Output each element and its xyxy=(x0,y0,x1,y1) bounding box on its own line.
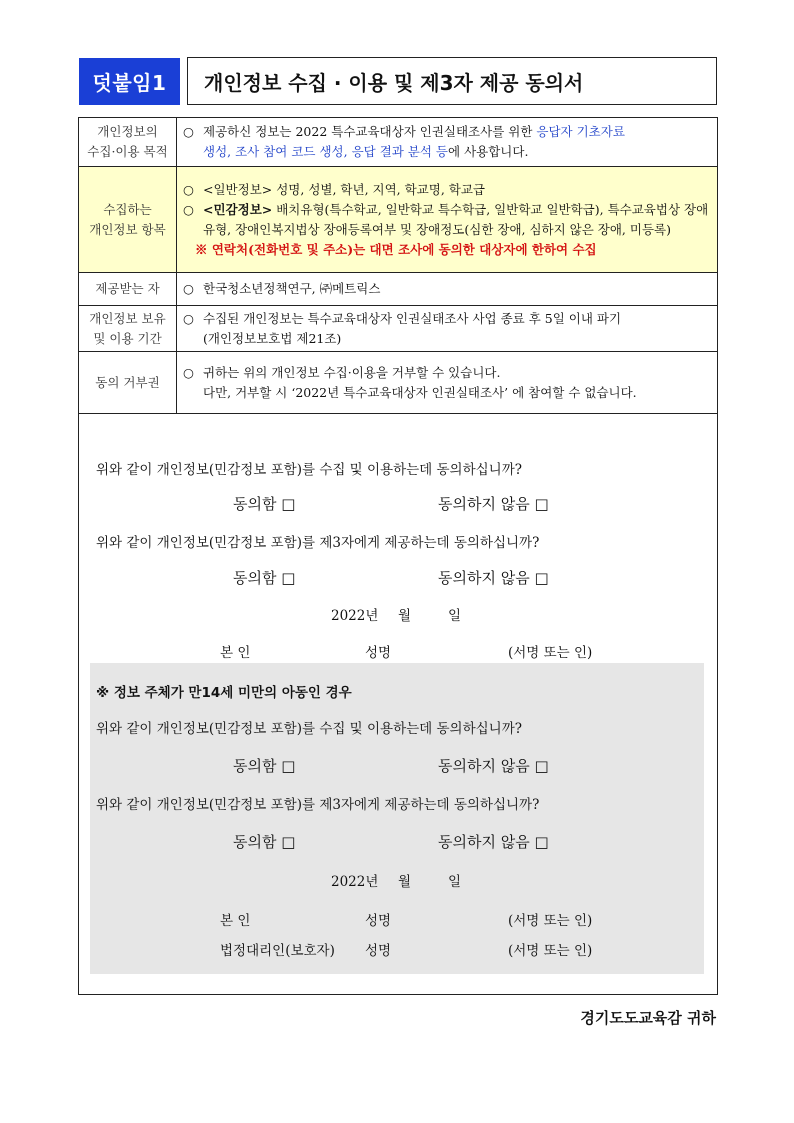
recipient-label: 제공받는 자 xyxy=(79,273,177,306)
bullet: ○ xyxy=(183,124,194,139)
general-text: 성명, 성별, 학년, 지역, 학교명, 학교급 xyxy=(272,181,486,197)
info-table xyxy=(78,117,718,414)
retention-text2: (개인정보보호법 제21조) xyxy=(203,330,342,346)
date-day: 일 xyxy=(448,608,462,624)
sensitive-tag: <민감정보> xyxy=(203,201,273,217)
recipient-content xyxy=(177,273,718,306)
bullet: ○ xyxy=(183,364,194,380)
items-label-line1: 수집하는 xyxy=(103,201,152,217)
items-label-line2: 개인정보 항목 xyxy=(89,221,166,237)
disagree-thirdparty-checkbox[interactable]: 동의하지 않음 □ xyxy=(438,569,549,587)
purpose-text-b: 응답자 기초자료 xyxy=(536,124,625,139)
child-consent-panel xyxy=(90,663,704,974)
guardian-name-label: 성명 xyxy=(365,943,392,959)
purpose-text-d: 에 사용합니다. xyxy=(448,144,529,159)
purpose-text-c: 생성, 조사 참여 코드 생성, 응답 결과 분석 등 xyxy=(203,144,449,159)
date-month: 월 xyxy=(398,608,412,624)
guardian-sign-label: (서명 또는 인) xyxy=(508,943,593,959)
retention-text: 수집된 개인정보는 특수교육대상자 인권실태조사 사업 종료 후 5일 이내 파기 xyxy=(203,310,622,326)
items-content xyxy=(177,167,718,273)
child-agree-thirdparty-checkbox[interactable]: 동의함 □ xyxy=(233,833,296,851)
refusal-label: 동의 거부권 xyxy=(79,352,177,414)
addressee: 경기도도교육감 귀하 xyxy=(580,1009,716,1027)
child-note: ※ 정보 주체가 만14세 미만의 아동인 경우 xyxy=(96,685,352,701)
general-tag: <일반정보> xyxy=(203,181,273,197)
child-question-collect: 위와 같이 개인정보(민감정보 포함)를 수집 및 이용하는데 동의하십니까? xyxy=(96,721,522,737)
child-date-day: 일 xyxy=(448,874,462,890)
purpose-label-line2: 수집·이용 목적 xyxy=(87,144,168,159)
consent-question-thirdparty: 위와 같이 개인정보(민감정보 포함)를 제3자에게 제공하는데 동의하십니까? xyxy=(96,535,540,551)
row-refusal xyxy=(79,352,718,414)
retention-label xyxy=(79,306,177,352)
child-self-label: 본 인 xyxy=(220,913,251,929)
recipient-text: 한국청소년정책연구, ㈜메트릭스 xyxy=(203,281,381,296)
contact-notice: ※ 연락처(전화번호 및 주소)는 대면 조사에 동의한 대상자에 한하여 수집 xyxy=(195,241,597,257)
sign-label: (서명 또는 인) xyxy=(508,645,593,661)
retention-label-line1: 개인정보 보유 xyxy=(89,310,166,326)
agree-collect-checkbox[interactable]: 동의함 □ xyxy=(233,495,296,513)
child-disagree-collect-checkbox[interactable]: 동의하지 않음 □ xyxy=(438,757,549,775)
purpose-label xyxy=(79,118,177,167)
purpose-text-a: 제공하신 정보는 2022 특수교육대상자 인권실태조사를 위한 xyxy=(203,124,537,139)
child-date-year: 2022년 xyxy=(331,874,379,890)
retention-content xyxy=(177,306,718,352)
bullet: ○ xyxy=(183,281,194,296)
purpose-label-line1: 개인정보의 xyxy=(97,124,158,139)
child-date-month: 월 xyxy=(398,874,412,890)
items-label xyxy=(79,167,177,273)
purpose-content xyxy=(177,118,718,167)
row-purpose xyxy=(79,118,718,167)
child-name-label: 성명 xyxy=(365,913,392,929)
row-retention xyxy=(79,306,718,352)
child-disagree-thirdparty-checkbox[interactable]: 동의하지 않음 □ xyxy=(438,833,549,851)
bullet: ○ xyxy=(183,181,194,197)
refusal-text: 귀하는 위의 개인정보 수집·이용을 거부할 수 있습니다. xyxy=(203,364,501,380)
bullet: ○ xyxy=(183,310,194,326)
retention-label-line2: 및 이용 기간 xyxy=(93,330,162,346)
sensitive-text: 배치유형(특수학교, 일반학교 특수학급, 일반학교 일반학급), 특수교육법상 장애유형, 장애인복지법상 장애등록여부 및 장애정도(심한 장애, 심하지 않은 장애, 미등록) xyxy=(203,201,709,237)
name-label: 성명 xyxy=(365,645,392,661)
child-sign-label: (서명 또는 인) xyxy=(508,913,593,929)
row-items xyxy=(79,167,718,273)
consent-question-collect: 위와 같이 개인정보(민감정보 포함)를 수집 및 이용하는데 동의하십니까? xyxy=(96,462,522,478)
date-year: 2022년 xyxy=(331,608,379,624)
disagree-collect-checkbox[interactable]: 동의하지 않음 □ xyxy=(438,495,549,513)
child-question-thirdparty: 위와 같이 개인정보(민감정보 포함)를 제3자에게 제공하는데 동의하십니까? xyxy=(96,797,540,813)
guardian-label: 법정대리인(보호자) xyxy=(220,943,335,959)
child-agree-collect-checkbox[interactable]: 동의함 □ xyxy=(233,757,296,775)
refusal-content xyxy=(177,352,718,414)
row-recipient xyxy=(79,273,718,306)
attachment-badge: 덧붙임1 xyxy=(79,58,180,105)
refusal-text2: 다만, 거부할 시 ‘2022년 특수교육대상자 인권실태조사’ 에 참여할 수 없습니다. xyxy=(203,384,637,400)
agree-thirdparty-checkbox[interactable]: 동의함 □ xyxy=(233,569,296,587)
document-title: 개인정보 수집 · 이용 및 제3자 제공 동의서 xyxy=(187,57,717,105)
bullet: ○ xyxy=(183,201,194,217)
self-label: 본 인 xyxy=(220,645,251,661)
